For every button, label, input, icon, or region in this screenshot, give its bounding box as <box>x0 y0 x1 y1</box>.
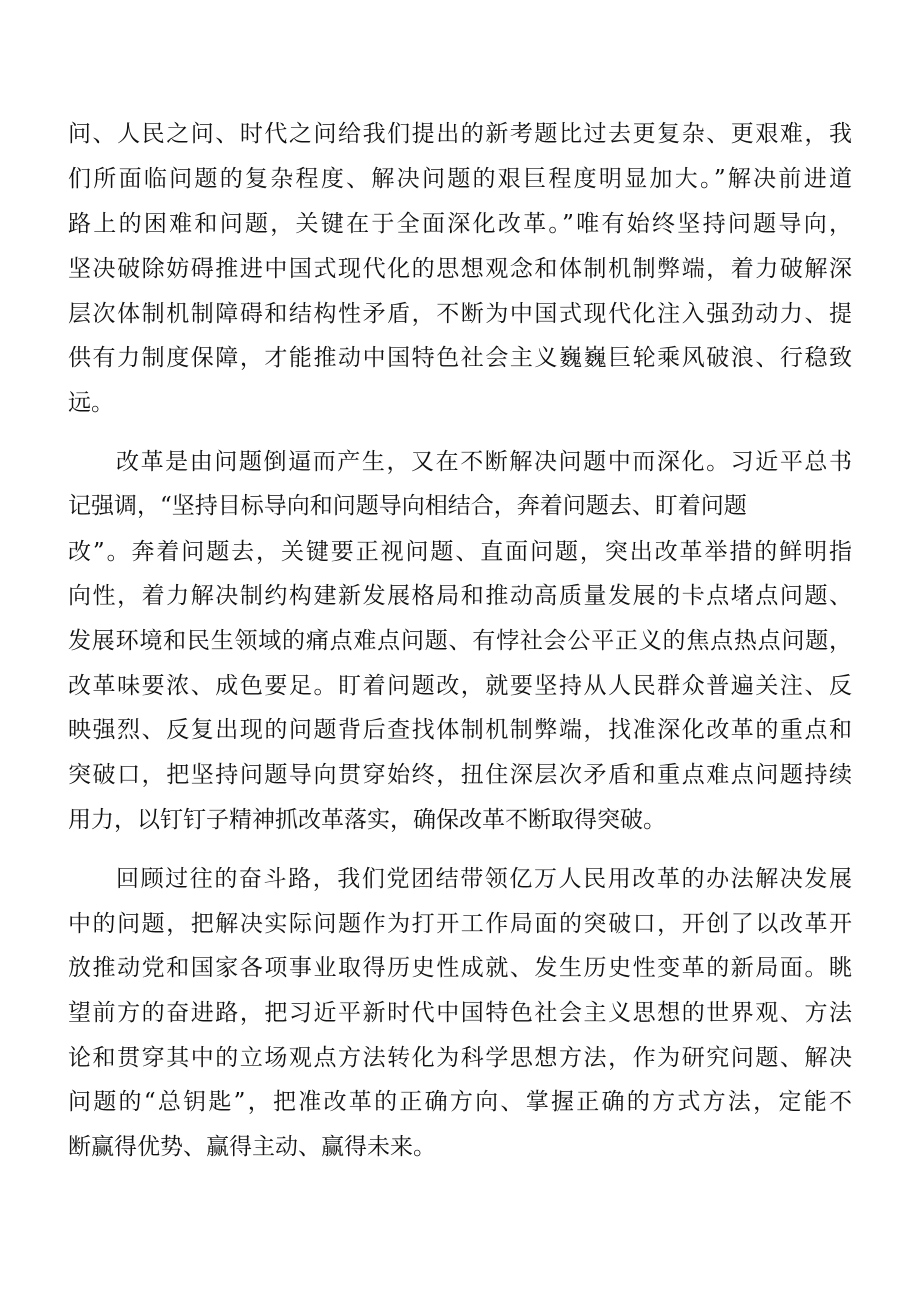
text-line: 回顾过往的奋斗路，我们党团结带领亿万人民用改革的办法解决发展 <box>116 866 852 892</box>
text-line: 问、人民之问、时代之问给我们提出的新考题比过去更复杂、更艰难，我 <box>68 121 852 147</box>
text-line: 望前方的奋进路，把习近平新时代中国特色社会主义思想的世界观、方法 <box>68 1000 852 1026</box>
text-line: 层次体制机制障碍和结构性矛盾，不断为中国式现代化注入强劲动力、提 <box>68 301 852 327</box>
text-line: 用力，以钉钉子精神抓改革落实，确保改革不断取得突破。 <box>68 807 666 833</box>
text-line: 记强调，“坚持目标导向和问题导向相结合，奔着问题去、盯着问题 <box>68 493 747 519</box>
text-line: 路上的困难和问题，关键在于全面深化改革。”唯有始终坚持问题导向， <box>68 211 852 237</box>
text-line: 映强烈、反复出现的问题背后查找体制机制弊端，找准深化改革的重点和 <box>68 717 852 743</box>
text-line: 问题的“总钥匙”，把准改革的正确方向、掌握正确的方式方法，定能不 <box>68 1089 852 1115</box>
text-line: 们所面临问题的复杂程度、解决问题的艰巨程度明显加大。”解决前进道 <box>68 166 852 192</box>
text-line: 论和贯穿其中的立场观点方法转化为科学思想方法，作为研究问题、解决 <box>68 1045 852 1071</box>
text-line: 远。 <box>68 390 114 416</box>
text-line: 改革是由问题倒逼而产生，又在不断解决问题中而深化。习近平总书 <box>116 449 852 475</box>
text-line: 坚决破除妨碍推进中国式现代化的思想观念和体制机制弊端，着力破解深 <box>68 256 852 282</box>
text-line: 向性，着力解决制约构建新发展格局和推动高质量发展的卡点堵点问题、 <box>68 583 852 609</box>
text-line: 断赢得优势、赢得主动、赢得未来。 <box>68 1134 436 1160</box>
text-line: 改”。奔着问题去，关键要正视问题、直面问题，突出改革举措的鲜明指 <box>68 539 852 565</box>
text-line: 供有力制度保障，才能推动中国特色社会主义巍巍巨轮乘风破浪、行稳致 <box>68 345 852 371</box>
text-line: 发展环境和民生领域的痛点难点问题、有悖社会公平正义的焦点热点问题， <box>68 628 852 654</box>
text-line: 突破口，把坚持问题导向贯穿始终，扭住深层次矛盾和重点难点问题持续 <box>68 762 852 788</box>
text-line: 改革味要浓、成色要足。盯着问题改，就要坚持从人民群众普遍关注、反 <box>68 673 852 699</box>
text-line: 放推动党和国家各项事业取得历史性成就、发生历史性变革的新局面。眺 <box>68 955 852 981</box>
text-line: 中的问题，把解决实际问题作为打开工作局面的突破口，开创了以改革开 <box>68 911 852 937</box>
